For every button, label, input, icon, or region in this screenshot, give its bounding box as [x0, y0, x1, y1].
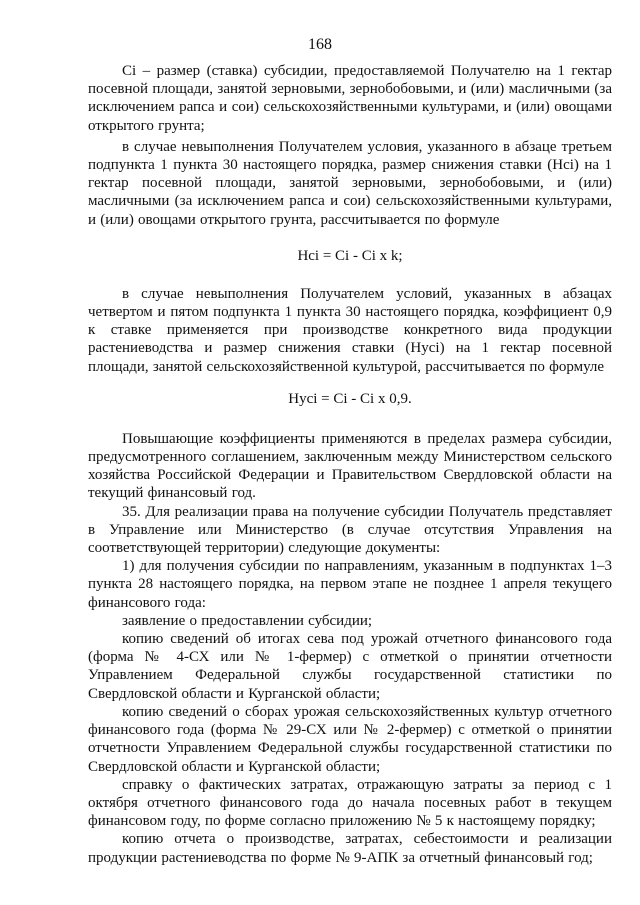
formula-nusi: Нусi = Ci - Ci x 0,9. [288, 390, 412, 407]
formula-nci: Нсi = Ci - Ci x k; [297, 247, 403, 264]
paragraph-subitem-1: 1) для получения субсидии по направлениям, указанным в подпунктах 1–3 пункта 28 настоящего порядка, на первом этапе не позднее 1 апреля текущего финансового года: [88, 558, 612, 611]
paragraph-coefficients: Повышающие коэффициенты применяются в пределах размера субсидии, предусмотренного соглашением, заключенным между Министерством сельского хозяйства Российской Федерации и Правительством Свердловской области на текущий финансовый год. [88, 430, 612, 502]
paragraph-nci-condition: в случае невыполнения Получателем условия, указанного в абзаце третьем подпункта 1 пункта 30 настоящего порядка, размер снижения ставки (Нсi) на 1 гектар посевной площади, занятой зерновыми, зернобобовыми, и (или) масличными (за исключением рапса и сои) сельскохозяйственными культурами, и (или) овощами открытого грунта, рассчитывается по формуле [88, 138, 612, 228]
list-item-harvest-report: копию сведений о сборах урожая сельскохозяйственных культур отчетного финансового года (форма № 29-СХ или № 2-фермер) с отметкой о принятии отчетности Управлением Федеральной службы государственной статистики по Свердловской области и Курганской области; [88, 703, 612, 775]
paragraph-item-35: 35. Для реализации права на получение субсидии Получатель представляет в Управление или Министерство (в случае отсутствия Управления на соответствующей территории) следующие документы: [88, 503, 612, 557]
paragraph-ci-definition: Ci – размер (ставка) субсидии, предоставляемой Получателю на 1 гектар посевной площади, занятой зерновыми, зернобобовыми, и (или) масличными (за исключением рапса и сои) сельскохозяйственными культурами, и (или) овощами открытого грунта; [88, 63, 612, 134]
paragraph-nusi-condition: в случае невыполнения Получателем условий, указанных в абзацах четвертом и пятом подпункта 1 пункта 30 настоящего порядка, коэффициент 0,9 к ставке применяется при производстве конкретного вида продукции растениеводства и размер снижения ставки (Нусi) на 1 гектар посевной площади, занятой сельскохозяйственной культурой, рассчитывается по формуле [88, 285, 612, 375]
document-body [88, 62, 612, 867]
page-number: 168 [308, 36, 332, 53]
list-item-application: заявление о предоставлении субсидии; [122, 612, 373, 629]
list-item-expense-statement: справку о фактических затратах, отражающую затраты за период с 1 октября отчетного финансового года до начала посевных работ в текущем финансовом году, по форме согласно приложению № 5 к настоящему порядку; [88, 776, 612, 830]
list-item-sowing-report: копию сведений об итогах сева под урожай отчетного финансового года (форма № 4-СХ или № 1-фермер) с отметкой о принятии отчетности Управлением Федеральной службы государственной статистики по Свердловской области и Курганской области; [88, 631, 612, 702]
list-item-production-report: копию отчета о производстве, затратах, себестоимости и реализации продукции растениеводства по форме № 9-АПК за отчетный финансовый год; [88, 831, 612, 866]
